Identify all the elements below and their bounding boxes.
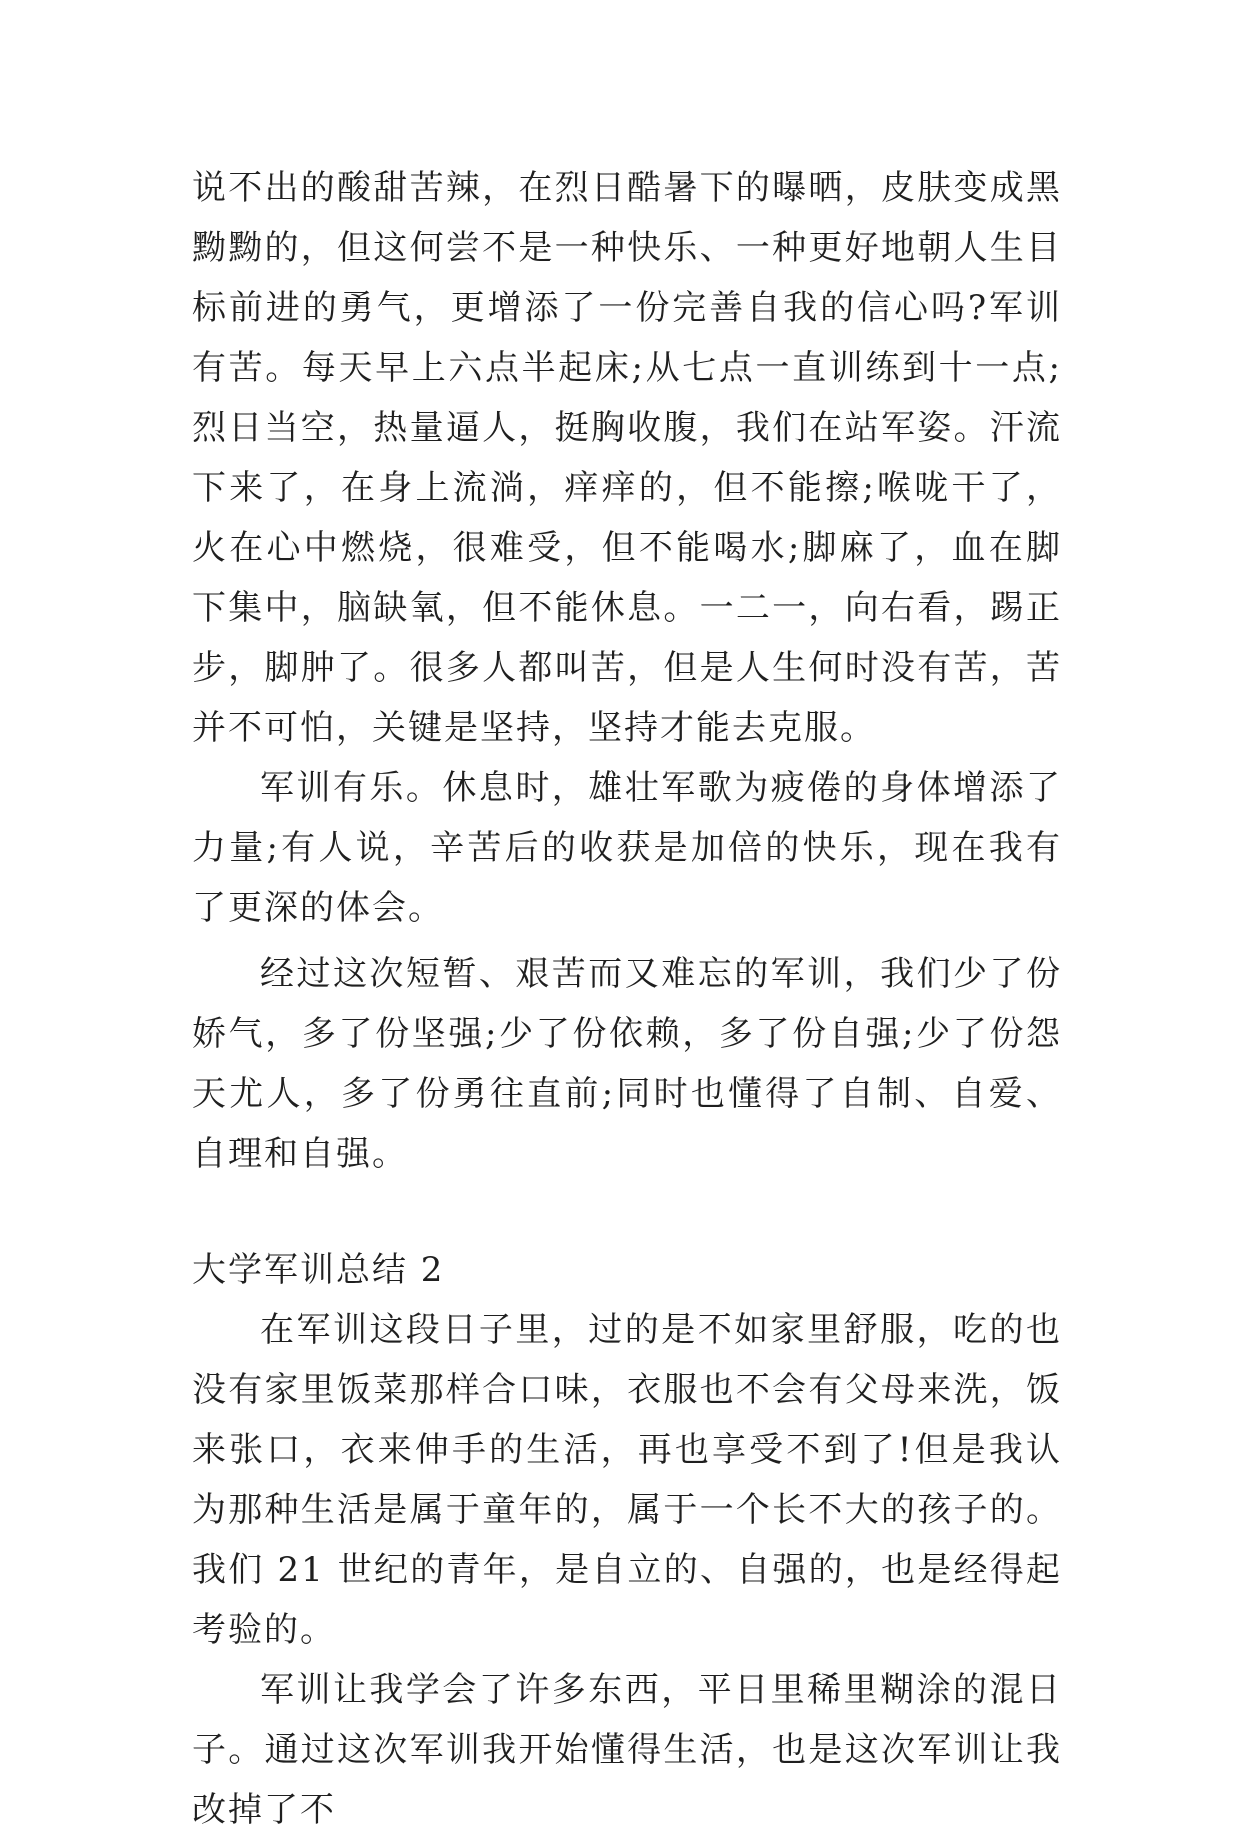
document-body [192,158,1062,1840]
paragraph-continued: 说不出的酸甜苦辣，在烈日酷暑下的曝晒，皮肤变成黑黝黝的，但这何尝不是一种快乐、一种更好地朝人生目标前进的勇气，更增添了一份完善自我的信心吗?军训有苦。每天早上六点半起床;从七点一直训练到十一点;烈日当空，热量逼人，挺胸收腹，我们在站军姿。汗流下来了，在身上流淌，痒痒的，但不能擦;喉咙干了，火在心中燃烧，很难受，但不能喝水;脚麻了，血在脚下集中，脑缺氧，但不能休息。一二一，向右看，踢正步，脚肿了。很多人都叫苦，但是人生何时没有苦，苦并不可怕，关键是坚持，坚持才能去克服。 [192,168,1062,748]
paragraph-conclusion: 经过这次短暂、艰苦而又难忘的军训，我们少了份娇气，多了份坚强;少了份依赖，多了份自强;少了份怨天尤人，多了份勇往直前;同时也懂得了自制、自爱、自理和自强。 [192,954,1062,1174]
paragraph-life-comparison: 在军训这段日子里，过的是不如家里舒服，吃的也没有家里饭菜那样合口味，衣服也不会有父母来洗，饭来张口，衣来伸手的生活，再也享受不到了!但是我认为那种生活是属于童年的，属于一个长不大的孩子的。我们 21 世纪的青年，是自立的、自强的，也是经得起考验的。 [192,1310,1062,1650]
paragraph-lessons-learned: 军训让我学会了许多东西，平日里稀里糊涂的混日子。通过这次军训我开始懂得生活，也是这次军训让我改掉了不 [192,1670,1062,1830]
paragraph-military-joy: 军训有乐。休息时，雄壮军歌为疲倦的身体增添了力量;有人说，辛苦后的收获是加倍的快乐，现在我有了更深的体会。 [192,768,1062,928]
section-title: 大学军训总结 2 [192,1250,445,1290]
